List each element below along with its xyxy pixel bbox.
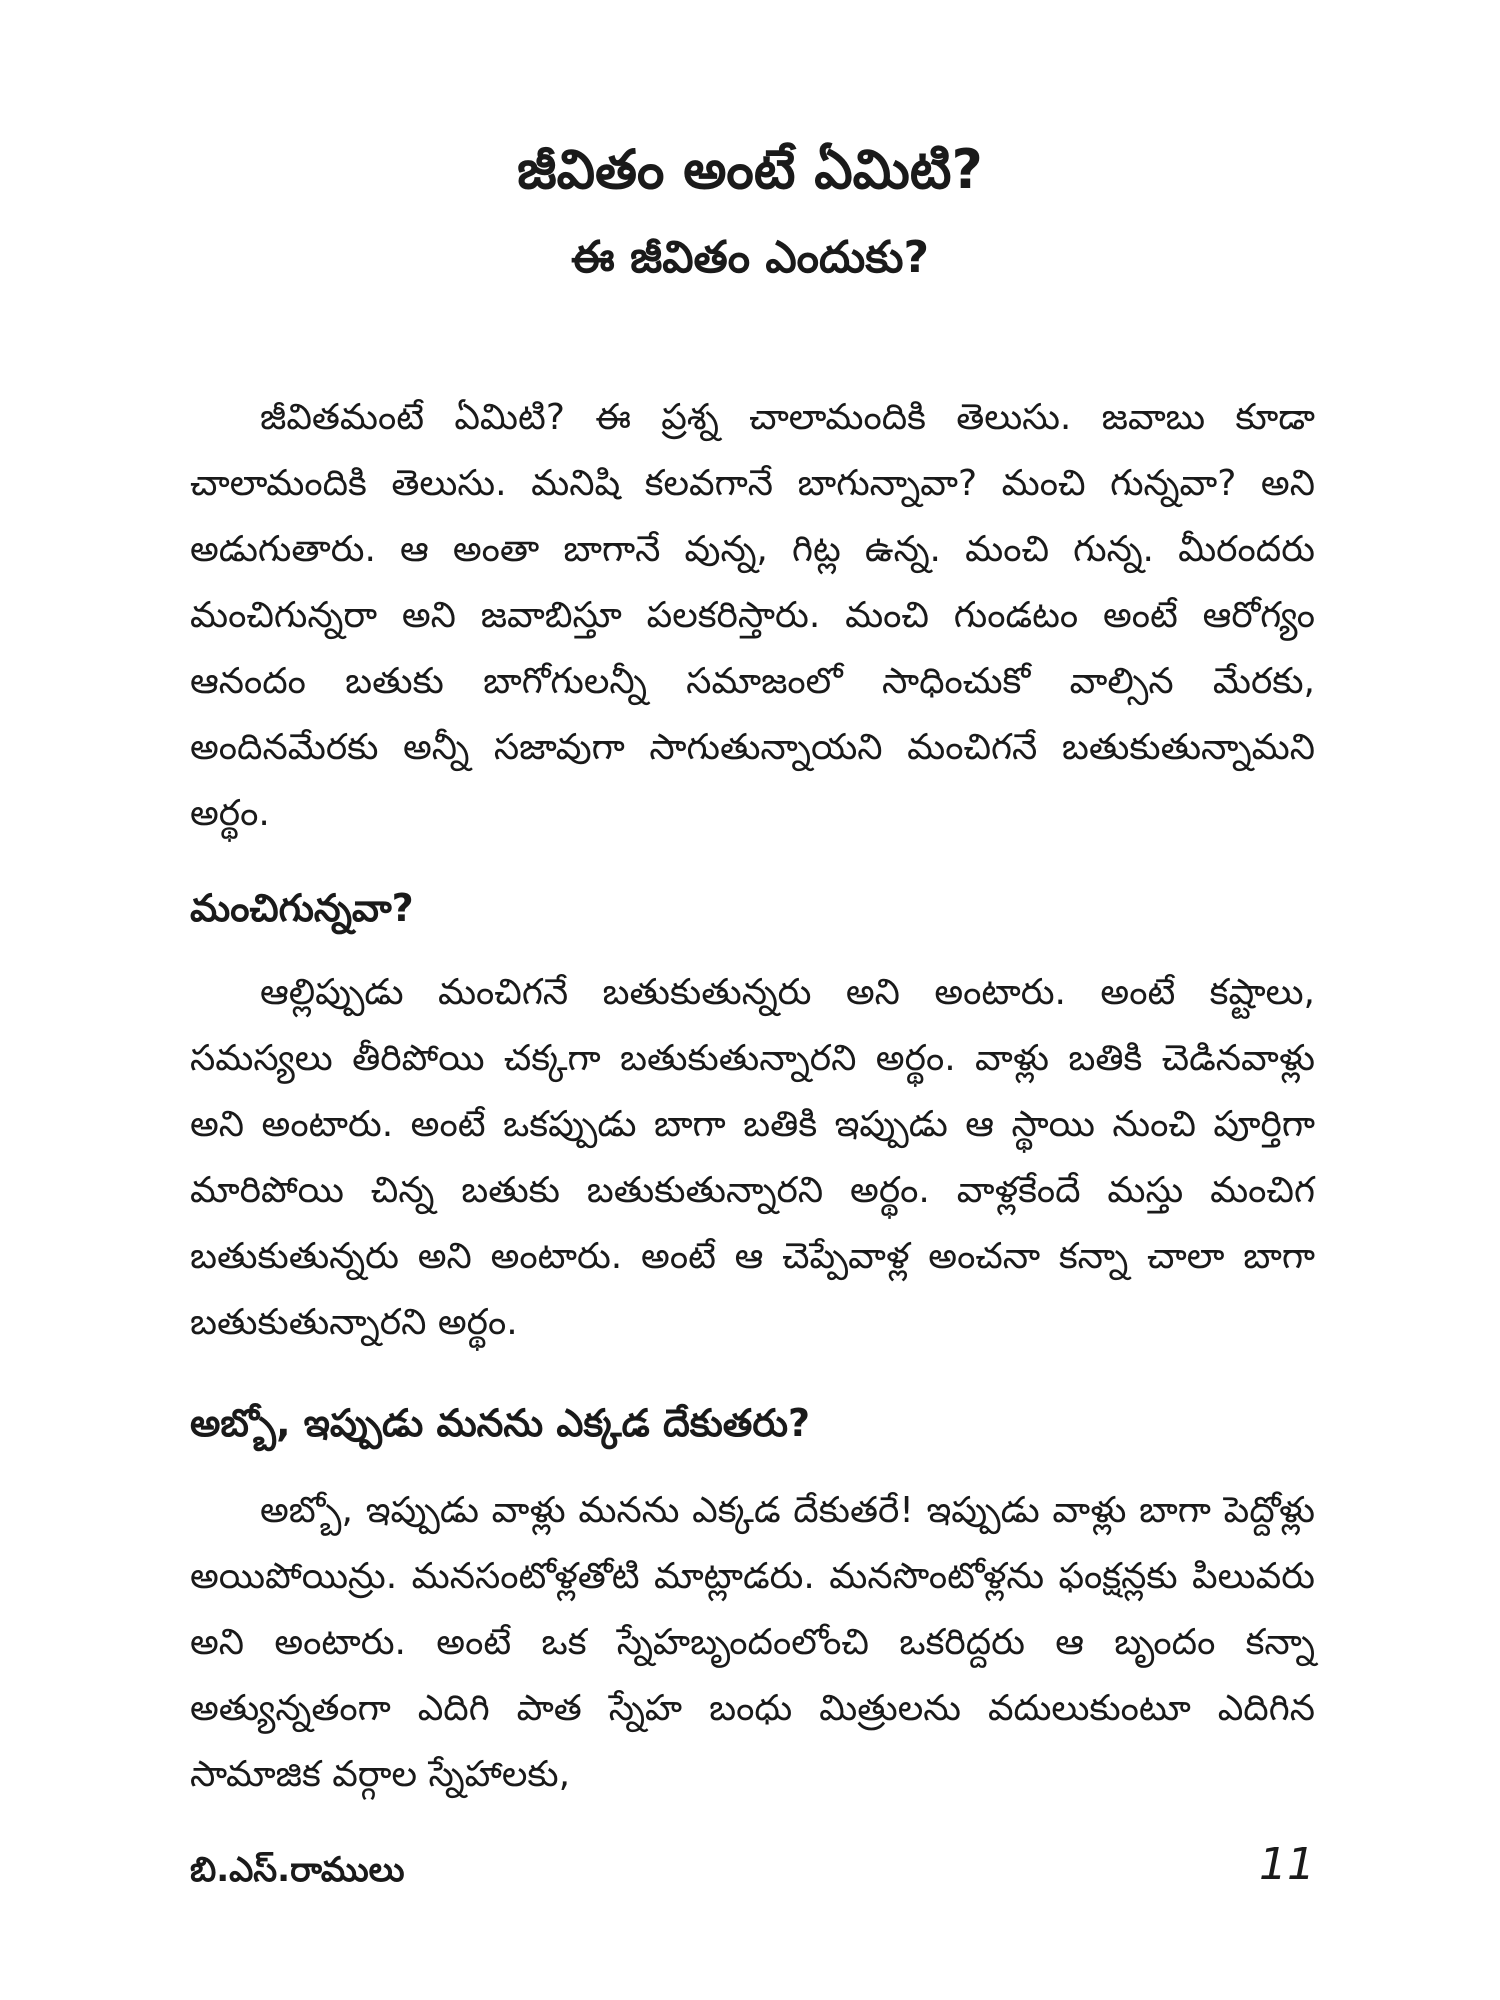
page-subtitle: ఈ జీవితం ఎందుకు? bbox=[571, 232, 929, 283]
body-paragraph-2: ఆల్లిప్పుడు మంచిగనే బతుకుతున్నరు అని అంటారు. అంటే కష్టాలు, సమస్యలు తీరిపోయి చక్కగా బతుకుతున్నారని అర్థం. వాళ్లు బతికి చెడినవాళ్లు అని అంటారు. అంటే ఒకప్పుడు బాగా బతికి ఇప్పుడు ఆ స్థాయి నుంచి పూర్తిగా మారిపోయి చిన్న బతుకు బతుకుతున్నారని అర్థం. వాళ్లకేందే మస్తు మంచిగ బతుకుతున్నరు అని అంటారు. అంటే ఆ చెప్పేవాళ్ల అంచనా కన్నా చాలా బాగా బతుకుతున్నారని అర్థం. bbox=[190, 972, 1315, 1343]
section-heading-2: అబ్బో, ఇప్పుడు మనను ఎక్కడ దేకుతరు? bbox=[190, 1401, 811, 1445]
page-number: 11 bbox=[1259, 1839, 1315, 1890]
body-paragraph-1: జీవితమంటే ఏమిటి? ఈ ప్రశ్న చాలామందికి తెలుసు. జవాబు కూడా చాలామందికి తెలుసు. మనిషి కలవగానే బాగున్నావా? మంచి గున్నవా? అని అడుగుతారు. ఆ అంతా బాగానే వున్న, గిట్ల ఉన్న. మంచి గున్న. మీరందరు మంచిగున్నరా అని జవాబిస్తూ పలకరిస్తారు. మంచి గుండటం అంటే ఆరోగ్యం ఆనందం బతుకు బాగోగులన్నీ సమాజంలో సాధించుకో వాల్సిన మేరకు, అందినమేరకు అన్నీ సజావుగా సాగుతున్నాయని మంచిగనే బతుకుతున్నామని అర్థం. bbox=[190, 397, 1315, 834]
page-title: జీవితం అంటే ఏమిటి? bbox=[517, 138, 983, 201]
body-paragraph-3: అబ్బో, ఇప్పుడు వాళ్లు మనను ఎక్కడ దేకుతరే! ఇప్పుడు వాళ్లు బాగా పెద్దోళ్లు అయిపోయిన్రు. మనసంటోళ్లతోటి మాట్లాడరు. మనసొంటోళ్లను ఫంక్షన్లకు పిలువరు అని అంటారు. అంటే ఒక స్నేహబృందంలోంచి ఒకరిద్దరు ఆ బృందం కన్నా అత్యున్నతంగా ఎదిగి పాత స్నేహ బంధు మిత్రులను వదులుకుంటూ ఎదిగిన సామాజిక వర్గాల స్నేహాలకు, bbox=[190, 1490, 1315, 1795]
footer-author: బి.ఎస్.రాములు bbox=[190, 1850, 405, 1890]
section-heading-1: మంచిగున్నవా? bbox=[190, 886, 414, 930]
